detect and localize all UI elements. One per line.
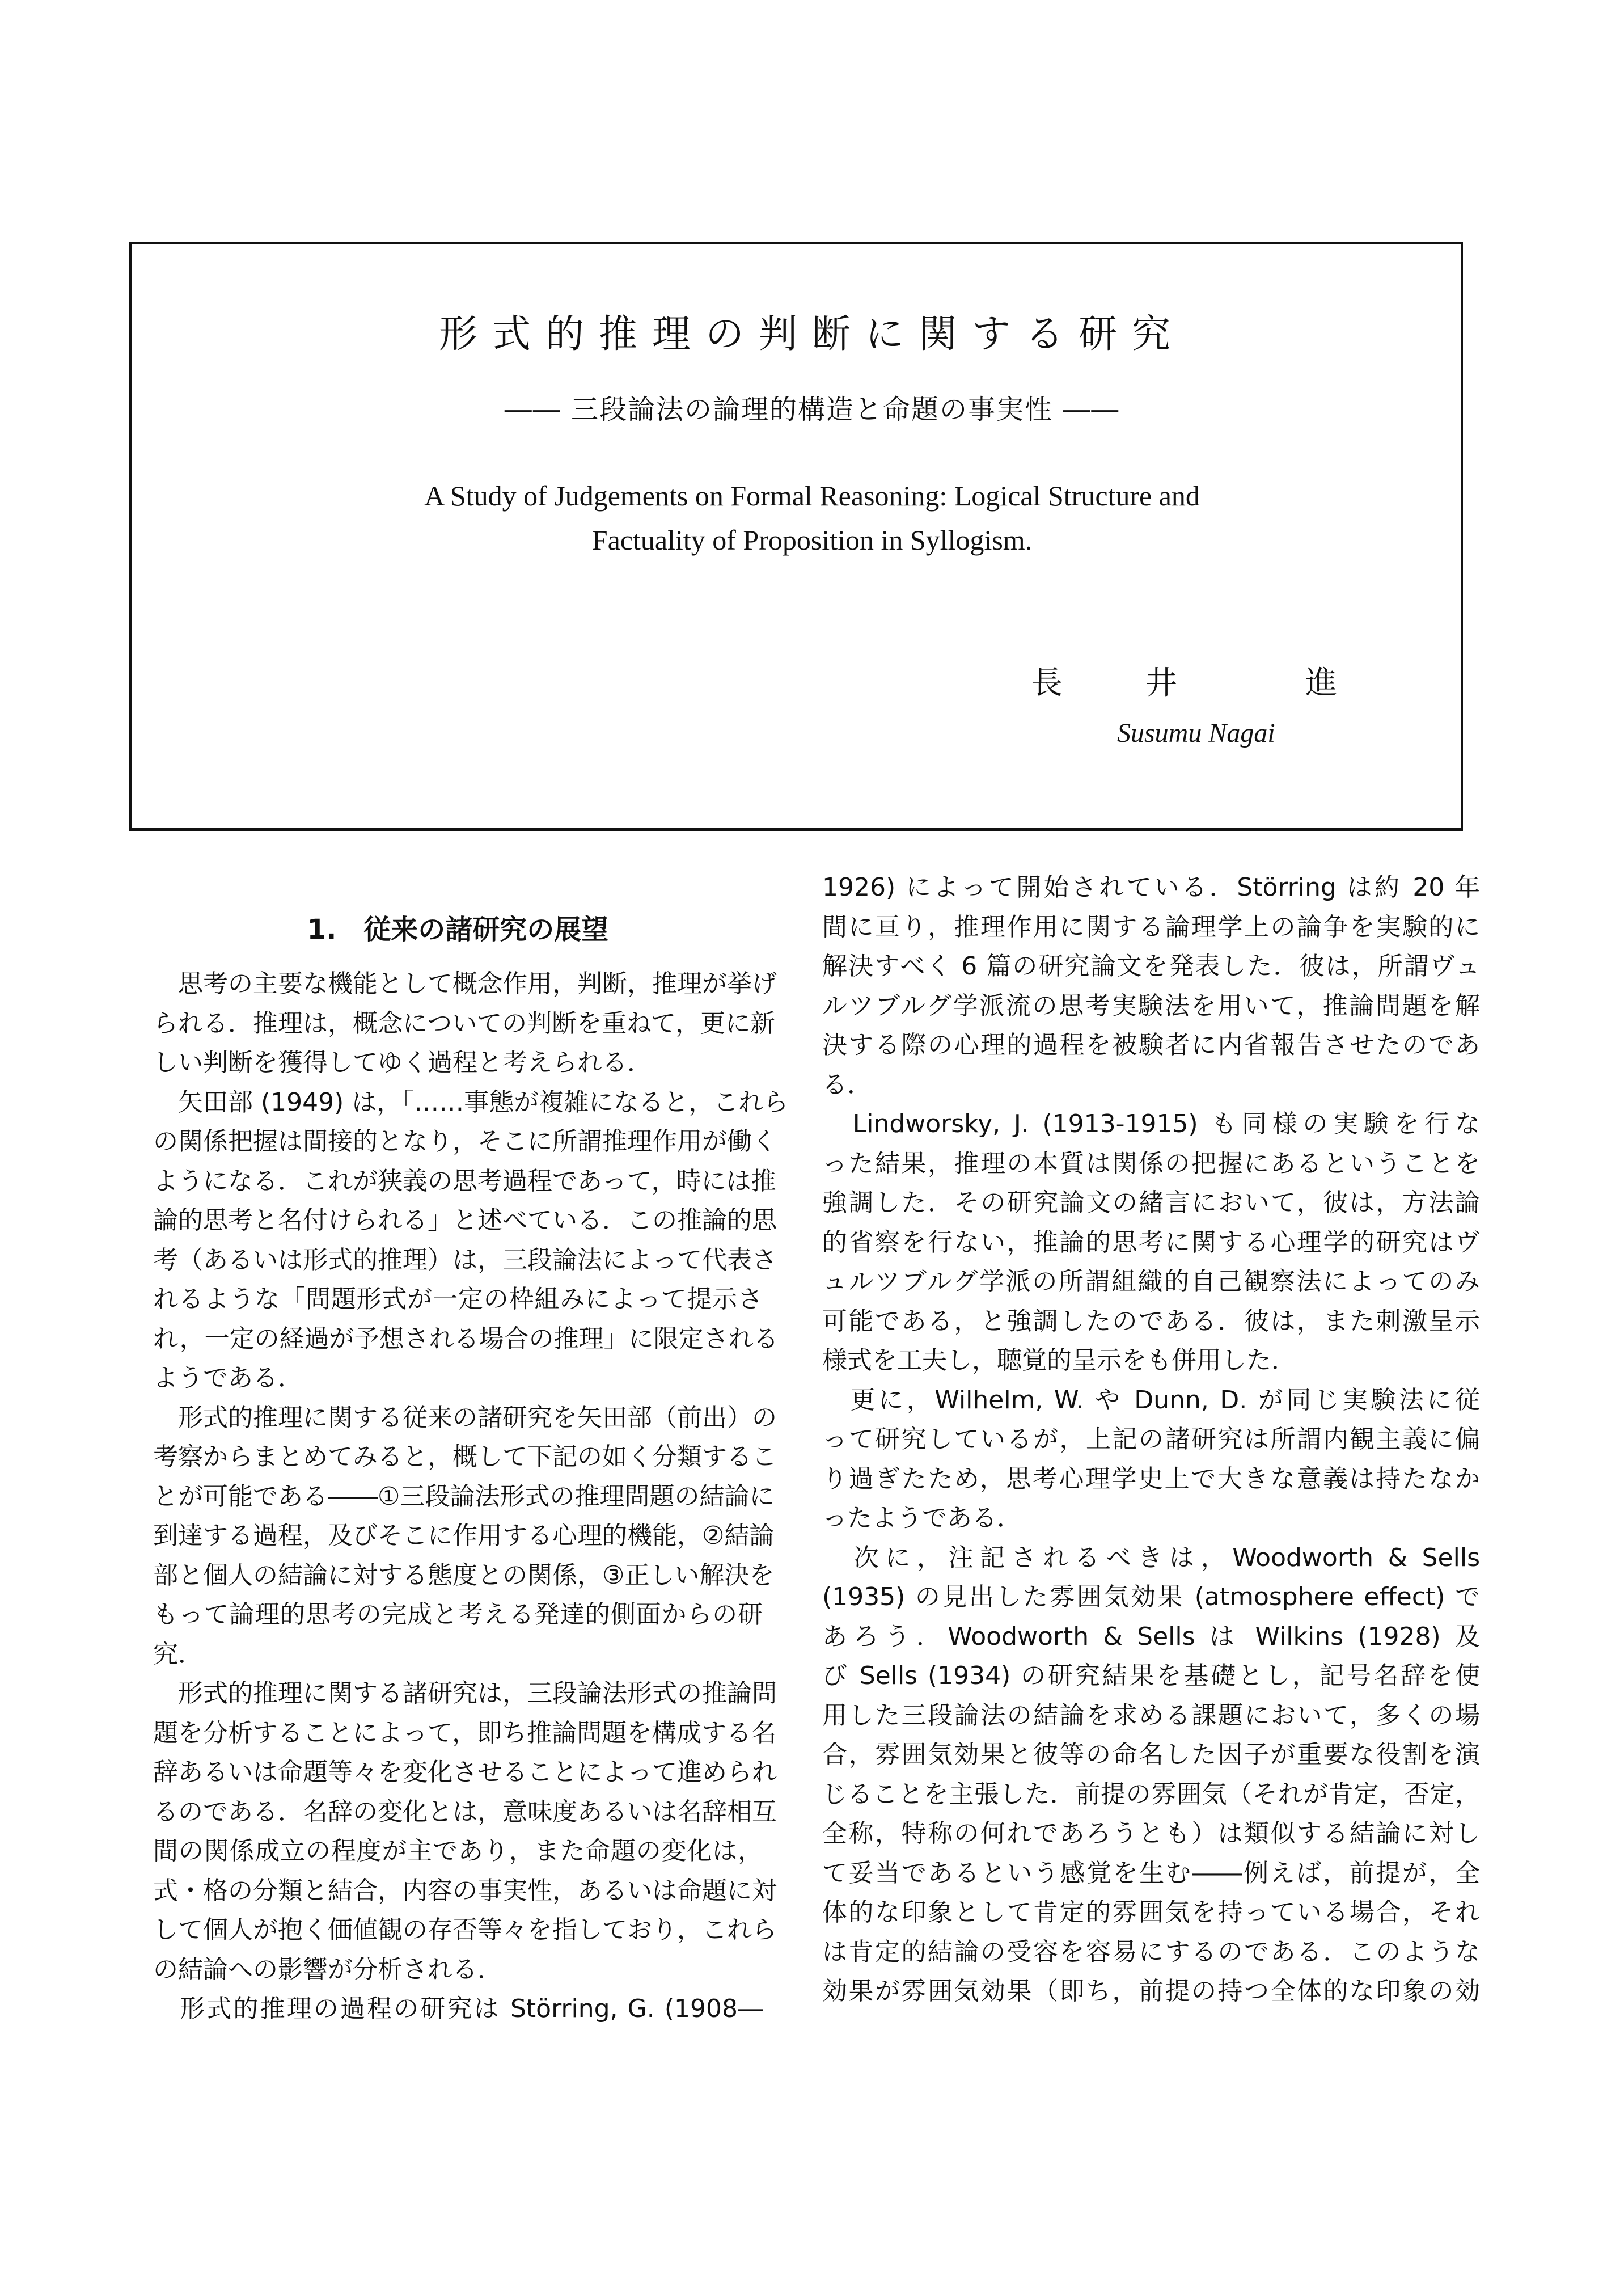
frame-bottom-rule	[129, 828, 1463, 831]
body-text-line: ュルツブルグ学派の所謂組織的自己観察法によってのみ	[822, 1267, 1480, 1296]
body-text-line: れるような「問題形式が一定の枠組みによって提示さ	[153, 1285, 763, 1314]
body-text-line: 解決すべく 6 篇の研究論文を発表した．彼は，所謂ヴュ	[822, 952, 1480, 981]
body-text-line: 思考の主要な機能として概念作用，判断，推理が挙げ	[153, 969, 777, 998]
body-text-line: Lindworsky, J. (1913-1915) も同様の実験を行な	[822, 1109, 1480, 1138]
body-text-line: 合，雰囲気効果と彼等の命名した因子が重要な役割を演	[822, 1740, 1480, 1769]
body-text-line: 可能である，と強調したのである．彼は，また刺激呈示	[822, 1306, 1480, 1336]
body-text-line: の結論への影響が分析される．	[153, 1955, 502, 1984]
paper-title-japanese: 形式的推理の判断に関する研究	[438, 312, 1185, 357]
author-name-japanese-char-3: 進	[1305, 665, 1337, 702]
body-text-line: の関係把握は間接的となり，そこに所謂推理作用が働く	[153, 1127, 777, 1156]
section-heading: 1. 従来の諸研究の展望	[307, 914, 609, 946]
body-text-line: ようになる．これが狭義の思考過程であって，時には推	[153, 1166, 776, 1196]
body-text-line: って研究しているが，上記の諸研究は所謂内観主義に偏	[822, 1425, 1480, 1454]
body-text-line: 次に，注記されるべきは，Woodworth & Sells	[822, 1543, 1480, 1572]
body-text-line: ようである．	[153, 1364, 303, 1392]
author-name-japanese-char-1: 長	[1031, 665, 1063, 702]
body-text-line: 究．	[153, 1639, 203, 1669]
body-text-line: 論的思考と名付けられる」と述べている．この推論的思	[153, 1206, 777, 1235]
body-text-line: 考（あるいは形式的推理）は，三段論法によって代表さ	[153, 1245, 777, 1274]
paper-subtitle-japanese: ―― 三段論法の論理的構造と命題の事実性 ――	[504, 394, 1120, 425]
body-text-line: 的省察を行ない，推論的思考に関する心理学的研究はヴ	[822, 1227, 1480, 1257]
body-text-line: 形式的推理に関する諸研究は，三段論法形式の推論問	[153, 1679, 777, 1708]
body-text-line: 部と個人の結論に対する態度との関係，③正しい解決を	[153, 1560, 775, 1590]
author-name-english: Susumu Nagai	[1117, 718, 1275, 748]
body-text-line: 矢田部 (1949) は，「……事態が複雑になると，これら	[153, 1087, 789, 1117]
body-text-line: 効果が雰囲気効果（即ち，前提の持つ全体的な印象の効	[822, 1977, 1480, 2006]
body-text-line: った結果，推理の本質は関係の把握にあるということを	[822, 1149, 1480, 1178]
title-english-line-2: Factuality of Proposition in Syllogism.	[591, 524, 1033, 556]
body-text-line: り過ぎたため，思考心理学史上で大きな意義は持たなか	[822, 1464, 1480, 1493]
author-name-japanese-char-2: 井	[1145, 665, 1177, 702]
body-text-line: (1935) の見出した雰囲気効果 (atmosphere effect) で	[822, 1582, 1480, 1611]
body-text-line: は肯定的結論の受容を容易にするのである．このような	[822, 1937, 1480, 1966]
body-text-line: あろう．Woodworth & Sells は Wilkins (1928) 及	[822, 1622, 1480, 1651]
body-text-line: 強調した．その研究論文の緒言において，彼は，方法論	[822, 1188, 1480, 1217]
body-text-line: 形式的推理の過程の研究は Störring, G. (1908―	[153, 1994, 763, 2023]
body-text-line: しい判断を獲得してゆく過程と考えられる．	[153, 1048, 652, 1077]
body-text-line: ったようである．	[822, 1504, 1022, 1533]
body-text-line: じることを主張した．前提の雰囲気（それが肯定，否定，	[822, 1779, 1480, 1809]
body-text-line: 用した三段論法の結論を求める課題において，多くの場	[822, 1700, 1480, 1730]
body-text-line: 体的な印象として肯定的雰囲気を持っている場合，それ	[822, 1898, 1480, 1927]
body-text-line: 形式的推理に関する従来の諸研究を矢田部（前出）の	[153, 1403, 777, 1432]
body-text-line: 間の関係成立の程度が主であり，また命題の変化は，	[153, 1837, 763, 1865]
body-text-line: 考察からまとめてみると，概して下記の如く分類するこ	[153, 1442, 777, 1471]
body-text-line: れ，一定の経過が予想される場合の推理」に限定される	[153, 1324, 779, 1353]
body-text-line: ルツブルグ学派流の思考実験法を用いて，推論問題を解	[822, 991, 1480, 1020]
body-text-line: もって論理的思考の完成と考える発達的側面からの研	[153, 1600, 763, 1629]
body-text-line: 更に，Wilhelm, W. や Dunn, D. が同じ実験法に従	[822, 1385, 1480, 1415]
body-text-line: して個人が抱く価値観の存否等々を指しており，これら	[153, 1915, 777, 1944]
body-text-line: るのである．名辞の変化とは，意味度あるいは名辞相互	[153, 1797, 777, 1826]
frame-top-rule	[129, 242, 1463, 244]
body-text-line: 式・格の分類と結合，内容の事実性，あるいは命題に対	[153, 1876, 777, 1905]
body-text-line: て妥当であるという感覚を生む――例えば，前提が，全	[822, 1858, 1480, 1888]
body-text-line: られる．推理は，概念についての判断を重ねて，更に新	[153, 1008, 776, 1038]
body-text-line: 1926) によって開始されている．Störring は約 20 年	[822, 873, 1480, 902]
body-text-line: 間に亘り，推理作用に関する論理学上の論争を実験的に	[822, 912, 1480, 942]
body-text-line: 題を分析することによって，即ち推論問題を構成する名	[153, 1718, 777, 1748]
body-text-line: 決する際の心理的過程を被験者に内省報告させたのであ	[822, 1031, 1480, 1060]
body-text-line: び Sells (1934) の研究結果を基礎とし，記号名辞を使	[822, 1661, 1480, 1690]
body-text-line: る．	[822, 1070, 872, 1099]
body-text-line: 到達する過程，及びそこに作用する心理的機能，②結論	[153, 1521, 775, 1550]
body-text-line: 辞あるいは命題等々を変化させることによって進められ	[153, 1758, 777, 1787]
body-text-line: 様式を工夫し，聴覚的呈示をも併用した．	[822, 1346, 1296, 1375]
body-text-line: とが可能である――①三段論法形式の推理問題の結論に	[153, 1482, 775, 1511]
body-text-line: 全称，特称の何れであろうとも）は類似する結論に対し	[822, 1819, 1480, 1848]
paper-title-english	[0, 474, 1624, 562]
title-english-line-1: A Study of Judgements on Formal Reasoning: Logical Structure and	[424, 480, 1200, 512]
